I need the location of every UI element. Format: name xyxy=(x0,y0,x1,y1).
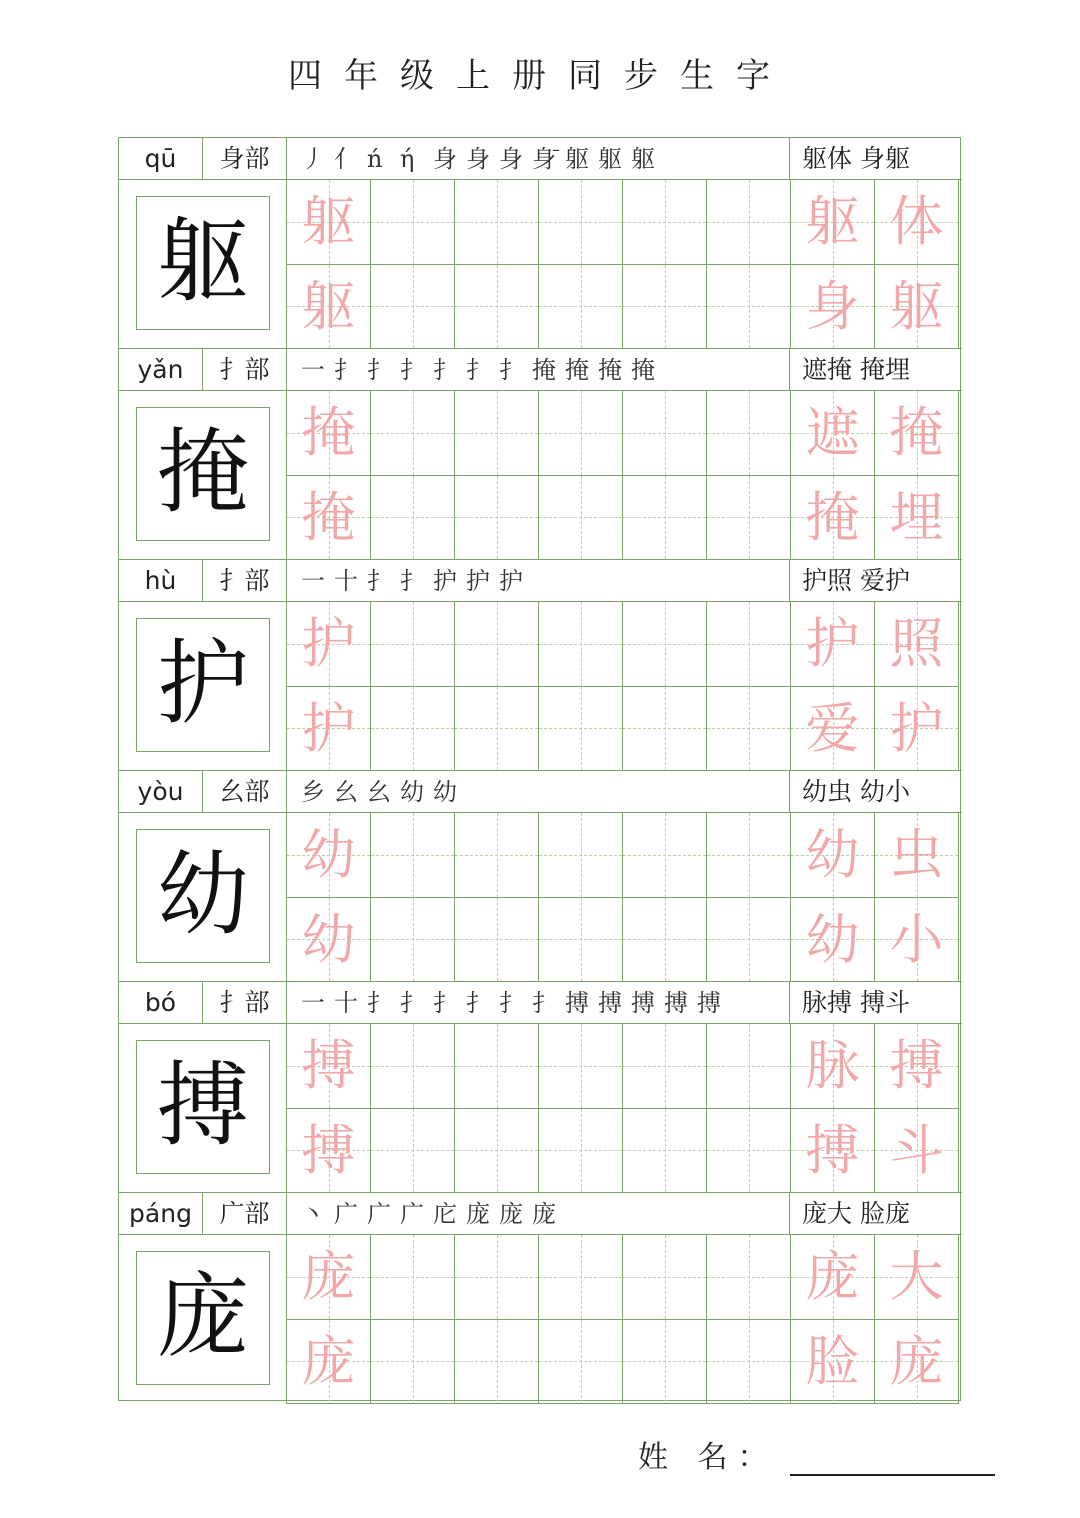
stroke-step: 庀 xyxy=(433,1200,457,1228)
word-trace-char: 大 xyxy=(889,1245,944,1308)
writing-cell[interactable] xyxy=(455,898,539,983)
writing-cell[interactable] xyxy=(371,602,455,687)
main-char: 搏 xyxy=(136,1040,270,1174)
writing-cell[interactable] xyxy=(707,1235,791,1320)
writing-cell[interactable] xyxy=(707,1024,791,1109)
writing-cell[interactable] xyxy=(623,391,707,476)
word-trace-char: 脉 xyxy=(805,1034,860,1097)
word-trace-char: 虫 xyxy=(889,823,944,886)
writing-cell[interactable] xyxy=(455,265,539,350)
stroke-order xyxy=(287,349,790,391)
radical-label: 扌部 xyxy=(203,560,287,602)
trace-cell[interactable] xyxy=(287,265,371,350)
stroke-step: 扌 xyxy=(433,356,457,384)
writing-cell[interactable] xyxy=(707,687,791,772)
word-trace-char: 躯 xyxy=(805,190,860,253)
stroke-step: 丶 xyxy=(301,1200,325,1228)
char-block xyxy=(119,1193,962,1404)
stroke-step: 扌 xyxy=(400,567,424,595)
writing-cell[interactable] xyxy=(371,1109,455,1194)
stroke-step: 扌 xyxy=(532,989,556,1017)
word-trace-char: 照 xyxy=(889,612,944,675)
word-trace-char: 护 xyxy=(805,612,860,675)
word-trace-cell[interactable] xyxy=(875,602,959,687)
writing-cell[interactable] xyxy=(455,1235,539,1320)
stroke-order xyxy=(287,771,790,813)
vocab-words: 幼虫 幼小 xyxy=(802,777,910,806)
main-char-cell xyxy=(119,391,287,560)
word-trace-cell[interactable] xyxy=(791,1024,875,1109)
writing-cell[interactable] xyxy=(539,813,623,898)
word-trace-cell[interactable] xyxy=(791,391,875,476)
stroke-step: 幼 xyxy=(400,778,424,806)
writing-cell[interactable] xyxy=(623,1109,707,1194)
trace-char: 搏 xyxy=(301,1118,356,1182)
writing-cell[interactable] xyxy=(707,1109,791,1194)
stroke-step: 掩 xyxy=(598,356,622,384)
name-label: 姓 名： xyxy=(638,1440,778,1475)
main-char: 掩 xyxy=(136,407,270,541)
main-char-cell xyxy=(119,602,287,771)
stroke-step: 幺 xyxy=(367,778,391,806)
word-trace-cell[interactable] xyxy=(875,1320,959,1405)
stroke-step: 扌 xyxy=(367,989,391,1017)
writing-cell[interactable] xyxy=(707,602,791,687)
page-title: 四年级上册同步生字 xyxy=(288,56,792,96)
char-header xyxy=(119,560,962,602)
writing-cell[interactable] xyxy=(371,1024,455,1109)
stroke-step: 身̄ xyxy=(532,145,556,173)
vocab-words: 护照 爱护 xyxy=(802,566,910,595)
writing-cell[interactable] xyxy=(455,602,539,687)
writing-cell[interactable] xyxy=(455,687,539,772)
stroke-order xyxy=(287,1193,790,1235)
writing-cell[interactable] xyxy=(623,1235,707,1320)
writing-cell[interactable] xyxy=(539,391,623,476)
name-field[interactable] xyxy=(638,1432,995,1476)
stroke-step: 扌 xyxy=(466,989,490,1017)
writing-cell[interactable] xyxy=(539,1320,623,1405)
main-char: 庞 xyxy=(136,1251,270,1385)
stroke-step: 扌 xyxy=(466,356,490,384)
word-trace-char: 庞 xyxy=(889,1329,944,1393)
writing-cell[interactable] xyxy=(623,265,707,350)
stroke-order xyxy=(287,982,790,1024)
trace-char: 躯 xyxy=(301,190,356,253)
trace-char: 躯 xyxy=(301,274,356,338)
stroke-step: 搏 xyxy=(598,989,622,1017)
stroke-step: 掩 xyxy=(565,356,589,384)
stroke-step: 搏 xyxy=(664,989,688,1017)
writing-cell[interactable] xyxy=(539,180,623,265)
trace-char: 护 xyxy=(301,612,356,675)
writing-cell[interactable] xyxy=(707,1320,791,1405)
stroke-step: 躯 xyxy=(565,145,589,173)
char-header xyxy=(119,982,962,1024)
writing-cell[interactable] xyxy=(539,687,623,772)
stroke-step: ń xyxy=(367,145,383,173)
writing-cell[interactable] xyxy=(455,1109,539,1194)
trace-char: 掩 xyxy=(301,485,356,549)
writing-cell[interactable] xyxy=(707,898,791,983)
stroke-step: 躯 xyxy=(631,145,655,173)
pinyin: hù xyxy=(119,560,203,602)
trace-cell[interactable] xyxy=(287,391,371,476)
main-char: 幼 xyxy=(136,829,270,963)
stroke-step: 扌 xyxy=(433,989,457,1017)
word-trace-cell[interactable] xyxy=(791,265,875,350)
stroke-step: 身 xyxy=(466,145,490,173)
word-trace-char: 身 xyxy=(805,274,860,338)
vocab-words: 躯体 身躯 xyxy=(802,144,910,173)
writing-cell[interactable] xyxy=(371,687,455,772)
writing-cell[interactable] xyxy=(371,1320,455,1405)
name-underline[interactable] xyxy=(790,1446,995,1476)
trace-char: 护 xyxy=(301,696,356,760)
writing-cell[interactable] xyxy=(371,813,455,898)
trace-char: 搏 xyxy=(301,1034,356,1097)
stroke-step: 躯 xyxy=(598,145,622,173)
writing-cell[interactable] xyxy=(371,1235,455,1320)
char-block xyxy=(119,771,962,982)
writing-cell[interactable] xyxy=(371,898,455,983)
writing-cell[interactable] xyxy=(539,1235,623,1320)
word-trace-char: 掩 xyxy=(889,401,944,464)
stroke-step: 丿 xyxy=(301,145,325,173)
writing-cell[interactable] xyxy=(455,1320,539,1405)
stroke-step: 广 xyxy=(400,1200,424,1228)
writing-cell[interactable] xyxy=(707,180,791,265)
trace-cell[interactable] xyxy=(287,687,371,772)
trace-cell[interactable] xyxy=(287,1109,371,1194)
word-trace-cell[interactable] xyxy=(875,391,959,476)
word-trace-cell[interactable] xyxy=(875,180,959,265)
writing-cell[interactable] xyxy=(539,898,623,983)
char-header xyxy=(119,771,962,813)
char-header xyxy=(119,138,962,180)
stroke-step: 十 xyxy=(334,989,358,1017)
stroke-step: 护 xyxy=(433,567,457,595)
writing-cell[interactable] xyxy=(707,391,791,476)
writing-cell[interactable] xyxy=(539,1109,623,1194)
word-trace-char: 护 xyxy=(889,696,944,760)
word-trace-cell[interactable] xyxy=(791,1320,875,1405)
stroke-order xyxy=(287,138,790,180)
word-trace-char: 爱 xyxy=(805,696,860,760)
word-trace-char: 遮 xyxy=(805,401,860,464)
word-trace-char: 搏 xyxy=(889,1034,944,1097)
writing-cell[interactable] xyxy=(707,265,791,350)
char-header xyxy=(119,1193,962,1235)
word-trace-cell[interactable] xyxy=(875,813,959,898)
stroke-step: 搏 xyxy=(631,989,655,1017)
writing-cell[interactable] xyxy=(371,391,455,476)
stroke-step: 幺 xyxy=(334,778,358,806)
pinyin: qū xyxy=(119,138,203,180)
pinyin: páng xyxy=(119,1193,203,1235)
trace-cell[interactable] xyxy=(287,1024,371,1109)
char-block xyxy=(119,560,962,771)
vocab-words: 庞大 脸庞 xyxy=(802,1199,910,1228)
writing-cell[interactable] xyxy=(539,1024,623,1109)
writing-cell[interactable] xyxy=(623,180,707,265)
vocab-words: 脉搏 搏斗 xyxy=(802,988,910,1017)
trace-cell[interactable] xyxy=(287,813,371,898)
word-trace-char: 斗 xyxy=(889,1118,944,1182)
writing-cell[interactable] xyxy=(623,476,707,561)
word-trace-cell[interactable] xyxy=(791,898,875,983)
stroke-order xyxy=(287,560,790,602)
word-trace-cell[interactable] xyxy=(875,1235,959,1320)
main-char: 躯 xyxy=(136,196,270,330)
stroke-step: 十 xyxy=(334,567,358,595)
writing-cell[interactable] xyxy=(623,602,707,687)
pinyin: yòu xyxy=(119,771,203,813)
word-trace-char: 掩 xyxy=(805,485,860,549)
word-trace-cell[interactable] xyxy=(791,180,875,265)
word-trace-char: 小 xyxy=(889,907,944,971)
writing-cell[interactable] xyxy=(623,1024,707,1109)
word-trace-char: 幼 xyxy=(805,823,860,886)
stroke-step: 幼 xyxy=(433,778,457,806)
writing-cell[interactable] xyxy=(539,602,623,687)
stroke-step: 掩 xyxy=(532,356,556,384)
writing-cell[interactable] xyxy=(455,1024,539,1109)
trace-cell[interactable] xyxy=(287,1320,371,1405)
main-char-cell xyxy=(119,180,287,349)
stroke-step: 搏 xyxy=(565,989,589,1017)
stroke-step: 广 xyxy=(334,1200,358,1228)
word-trace-char: 幼 xyxy=(805,907,860,971)
word-trace-cell[interactable] xyxy=(791,602,875,687)
radical-label: 身部 xyxy=(203,138,287,180)
stroke-step: 扌 xyxy=(334,356,358,384)
stroke-step: 庞 xyxy=(466,1200,490,1228)
word-trace-cell[interactable] xyxy=(875,687,959,772)
writing-cell[interactable] xyxy=(455,391,539,476)
word-trace-char: 体 xyxy=(889,190,944,253)
writing-cell[interactable] xyxy=(707,813,791,898)
trace-cell[interactable] xyxy=(287,180,371,265)
trace-char: 幼 xyxy=(301,907,356,971)
radical-label: 扌部 xyxy=(203,349,287,391)
word-trace-cell[interactable] xyxy=(875,265,959,350)
stroke-step: 扌 xyxy=(367,567,391,595)
writing-cell[interactable] xyxy=(623,813,707,898)
word-trace-char: 脸 xyxy=(805,1329,860,1393)
word-trace-cell[interactable] xyxy=(791,1109,875,1194)
word-trace-cell[interactable] xyxy=(875,1109,959,1194)
stroke-step: 身 xyxy=(433,145,457,173)
stroke-step: 广 xyxy=(367,1200,391,1228)
stroke-step: 扌 xyxy=(400,356,424,384)
stroke-step: 搏 xyxy=(697,989,721,1017)
radical-label: 幺部 xyxy=(203,771,287,813)
stroke-step: 掩 xyxy=(631,356,655,384)
stroke-step: 一 xyxy=(301,567,325,595)
word-trace-char: 庞 xyxy=(805,1245,860,1308)
trace-char: 庞 xyxy=(301,1329,356,1393)
word-trace-char: 搏 xyxy=(805,1118,860,1182)
writing-cell[interactable] xyxy=(539,265,623,350)
writing-cell[interactable] xyxy=(371,265,455,350)
main-char-cell xyxy=(119,813,287,982)
writing-cell[interactable] xyxy=(623,898,707,983)
stroke-step: ή xyxy=(400,145,415,173)
word-trace-cell[interactable] xyxy=(791,687,875,772)
stroke-step: 一 xyxy=(301,989,325,1017)
writing-cell[interactable] xyxy=(455,813,539,898)
trace-char: 庞 xyxy=(301,1245,356,1308)
word-trace-cell[interactable] xyxy=(791,813,875,898)
pinyin: yǎn xyxy=(119,349,203,391)
stroke-step: 扌 xyxy=(367,356,391,384)
word-trace-cell[interactable] xyxy=(791,1235,875,1320)
stroke-step: 扌 xyxy=(499,356,523,384)
writing-cell[interactable] xyxy=(371,476,455,561)
word-trace-cell[interactable] xyxy=(875,1024,959,1109)
pinyin: bó xyxy=(119,982,203,1024)
main-char-cell xyxy=(119,1235,287,1404)
main-char-cell xyxy=(119,1024,287,1193)
char-block xyxy=(119,349,962,560)
practice-sheet xyxy=(118,137,961,1401)
stroke-step: 乡 xyxy=(301,778,325,806)
writing-cell[interactable] xyxy=(539,476,623,561)
word-trace-cell[interactable] xyxy=(791,476,875,561)
trace-char: 掩 xyxy=(301,401,356,464)
stroke-step: 扌 xyxy=(400,989,424,1017)
stroke-step: 庞 xyxy=(499,1200,523,1228)
word-trace-char: 埋 xyxy=(889,485,944,549)
vocab-words: 遮掩 掩埋 xyxy=(802,355,910,384)
writing-cell[interactable] xyxy=(623,687,707,772)
trace-char: 幼 xyxy=(301,823,356,886)
stroke-step: 护 xyxy=(499,567,523,595)
writing-cell[interactable] xyxy=(371,180,455,265)
stroke-step: 亻 xyxy=(334,145,358,173)
char-block xyxy=(119,138,962,349)
main-char: 护 xyxy=(136,618,270,752)
writing-cell[interactable] xyxy=(623,1320,707,1405)
trace-cell[interactable] xyxy=(287,1235,371,1320)
writing-cell[interactable] xyxy=(455,476,539,561)
trace-cell[interactable] xyxy=(287,898,371,983)
word-trace-cell[interactable] xyxy=(875,476,959,561)
radical-label: 扌部 xyxy=(203,982,287,1024)
stroke-step: 庞 xyxy=(532,1200,556,1228)
radical-label: 广部 xyxy=(203,1193,287,1235)
trace-cell[interactable] xyxy=(287,602,371,687)
stroke-step: 护 xyxy=(466,567,490,595)
writing-cell[interactable] xyxy=(455,180,539,265)
writing-cell[interactable] xyxy=(707,476,791,561)
word-trace-char: 躯 xyxy=(889,274,944,338)
char-block xyxy=(119,982,962,1193)
stroke-step: 扌 xyxy=(499,989,523,1017)
stroke-step: 身 xyxy=(499,145,523,173)
trace-cell[interactable] xyxy=(287,476,371,561)
word-trace-cell[interactable] xyxy=(875,898,959,983)
char-header xyxy=(119,349,962,391)
stroke-step: 一 xyxy=(301,356,325,384)
